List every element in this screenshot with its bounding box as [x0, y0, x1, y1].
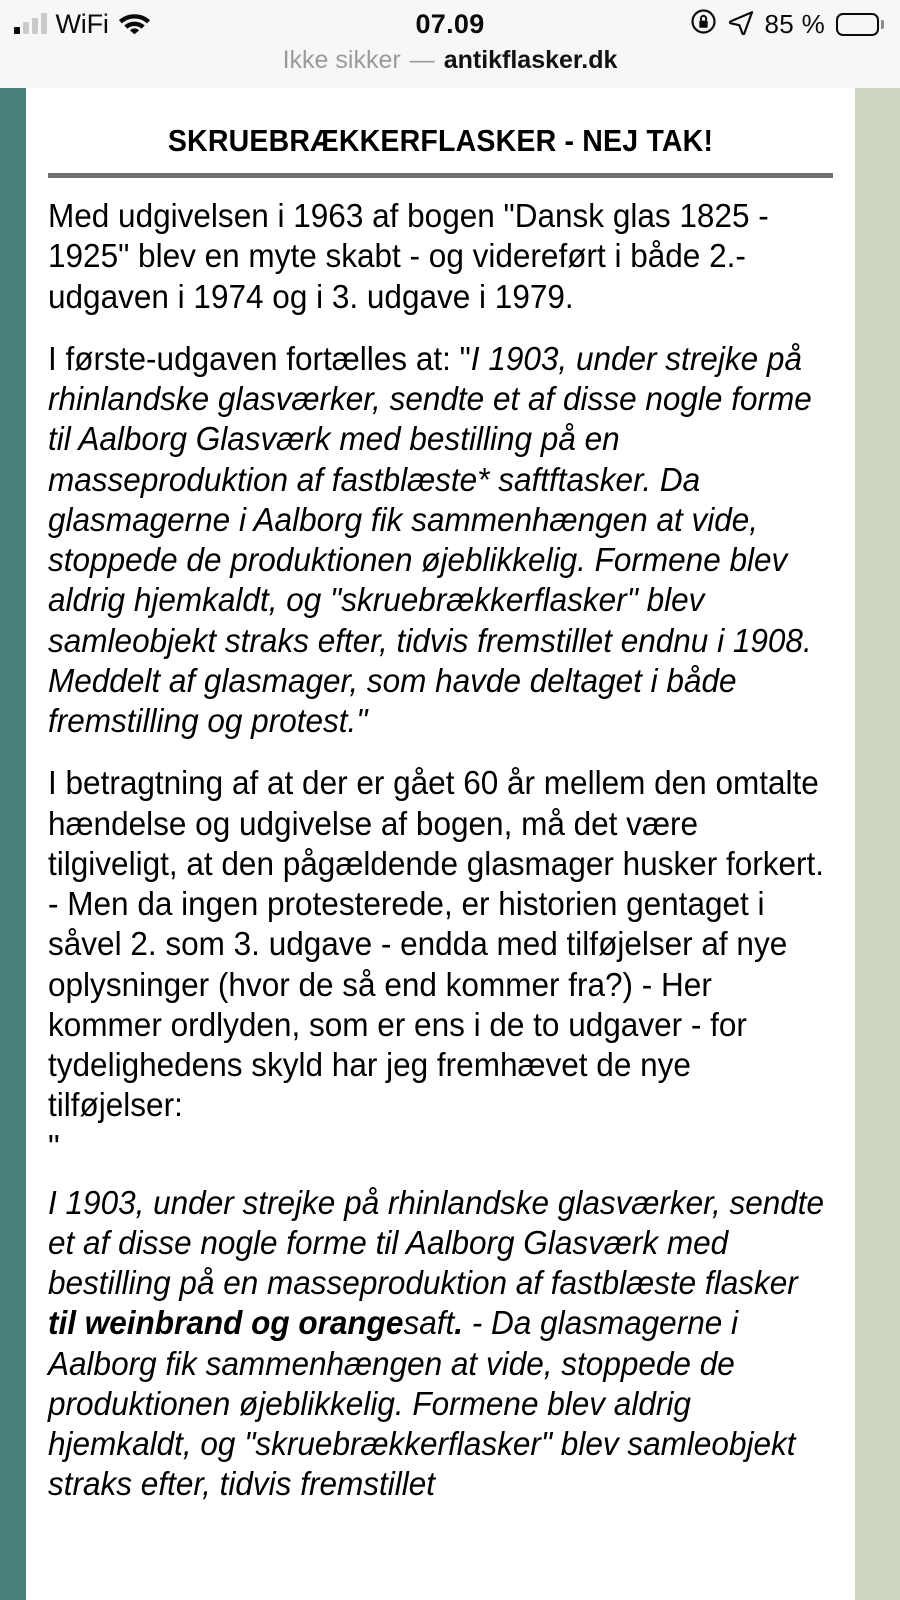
- wifi-icon: [118, 10, 151, 39]
- address-bar[interactable]: [0, 48, 900, 88]
- page-right-accent-band: [855, 88, 900, 1600]
- page-left-accent-band: [0, 88, 26, 1600]
- quote-segment-2: saft: [403, 1304, 455, 1342]
- opening-quote-mark: ": [48, 1127, 60, 1165]
- location-arrow-icon: [728, 9, 754, 40]
- status-bar: [0, 0, 900, 48]
- browser-chrome: [0, 0, 900, 88]
- quote-segment-3: - Da glasmagerne i Aalborg fik sammenhængen at vide, stoppede de produktionen øjeblikkelig. Formene blev aldrig hjemkaldt, og "skruebrækkerflasker" blev samleobjekt straks efter, tidvis fremstillet: [48, 1304, 796, 1503]
- rotation-lock-icon: [690, 8, 717, 40]
- title-divider: [48, 173, 833, 178]
- quote-segment-1: I 1903, under strejke på rhinlandske glasværker, sendte et af disse nogle forme til Aalborg Glasværk med bestilling på en masseproduktion af fastblæste flasker: [48, 1183, 825, 1302]
- quote-lead-in: I første-udgaven fortælles at: ": [48, 339, 471, 377]
- carrier-label: WiFi: [55, 8, 109, 39]
- status-bar-clock: 07.09: [415, 8, 485, 39]
- paragraph-commentary: I betragtning af at der er gået 60 år mellem den omtalte hændelse og udgivelse af bogen, må det være tilgiveligt, at den pågældende glasmager husker forkert. - Men da ingen protesterede, er historien gentaget i såvel 2. som 3. udgave - endda med tilføjelser af nye oplysninger (hvor de så end kommer fra?) - Her kommer ordlyden, som er ens i de to udgaver - for tydelighedens skyld har jeg fremhævet de nye tilføjelser:: [48, 764, 825, 1124]
- battery-percent-label: 85 %: [764, 8, 825, 39]
- signal-bars-icon: [14, 14, 47, 34]
- paragraph-third-edition-quote: [48, 1183, 831, 1505]
- url-host-label: antikflasker.dk: [443, 46, 618, 74]
- security-status-label: Ikke sikker: [282, 46, 401, 74]
- page-viewport[interactable]: [0, 88, 900, 1600]
- article-content-column: [26, 88, 855, 1600]
- paragraph-first-edition-quote: [48, 339, 831, 742]
- battery-icon: [836, 13, 884, 36]
- quote-highlight-1: til weinbrand og orange: [48, 1304, 404, 1342]
- url-separator: —: [409, 46, 435, 74]
- page-title: SKRUEBRÆKKERFLASKER - NEJ TAK!: [167, 123, 714, 158]
- quote-body: I 1903, under strejke på rhinlandske glasværker, sendte et af disse nogle forme til Aalborg Glasværk med bestilling på en masseproduktion af fastblæste* saftftasker. Da glasmagerne i Aalborg fik sammenhængen at vide, stoppede de produktionen øjeblikkelig. Formene blev aldrig hjemkaldt, og "skruebrækkerflasker" blev samleobjekt straks efter, tidvis fremstillet endnu i 1908. Meddelt af glasmager, som havde deltaget i både fremstilling og protest.": [48, 339, 812, 740]
- status-bar-right-group: [690, 8, 884, 40]
- paragraph-intro: Med udgivelsen i 1963 af bogen "Dansk glas 1825 - 1925" blev en myte skabt - og videreført i både 2.-udgaven i 1974 og i 3. udgave i 1979.: [48, 197, 769, 315]
- status-bar-left-group: [14, 10, 151, 39]
- quote-highlight-2: .: [454, 1304, 464, 1342]
